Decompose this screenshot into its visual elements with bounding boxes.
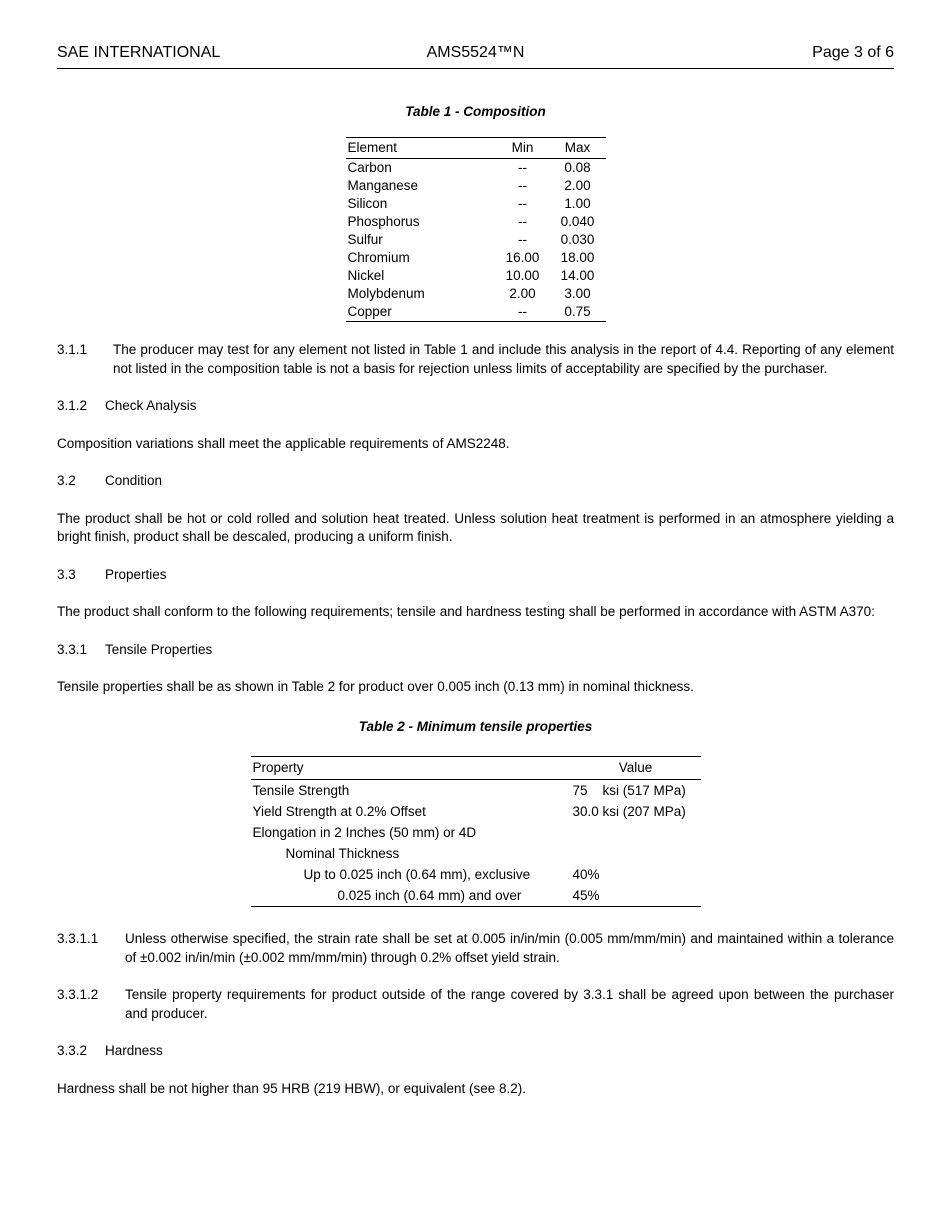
header-page-number: Page 3 of 6	[812, 44, 894, 61]
element-name: Copper	[347, 304, 392, 319]
element-max: 0.75	[564, 304, 591, 319]
element-name: Molybdenum	[347, 286, 425, 301]
element-max: 2.00	[564, 178, 591, 193]
table-row	[251, 822, 701, 843]
section-3-3-heading	[57, 566, 894, 585]
element-min: --	[518, 178, 527, 193]
property-value: 30.0 ksi (207 MPa)	[572, 804, 686, 819]
element-max: 0.030	[560, 232, 595, 247]
table1-col-max: Max	[564, 140, 591, 155]
section-heading: Check Analysis	[105, 398, 197, 413]
element-max: 18.00	[560, 250, 595, 265]
table-row	[346, 195, 606, 213]
element-name: Carbon	[347, 160, 392, 175]
table2-title: Table 2 - Minimum tensile properties	[358, 718, 593, 734]
section-heading: Tensile Properties	[105, 641, 213, 657]
table-row	[346, 213, 606, 231]
section-number: 3.3.2	[57, 1043, 88, 1058]
element-name: Nickel	[347, 268, 385, 283]
table2-col-value: Value	[618, 760, 653, 775]
property-name: Yield Strength at 0.2% Offset	[252, 804, 426, 819]
table1-composition	[346, 137, 606, 322]
element-name: Chromium	[347, 250, 410, 265]
section-text: Tensile property requirements for product outside of the range covered by 3.3.1 shall be agreed upon between the purchaser and producer.	[125, 987, 894, 1021]
property-value: 75 ksi (517 MPa)	[572, 783, 686, 798]
element-max: 3.00	[564, 286, 591, 301]
table-row	[251, 843, 701, 864]
table1-title: Table 1 - Composition	[405, 103, 546, 119]
section-3-3-1-1	[57, 930, 894, 967]
table-row	[346, 177, 606, 195]
property-name: Nominal Thickness	[285, 846, 400, 861]
element-max: 0.040	[560, 214, 595, 229]
section-number: 3.3.1	[57, 641, 88, 657]
property-value: 45%	[572, 888, 600, 903]
property-name: Tensile Strength	[252, 783, 350, 798]
element-name: Silicon	[347, 196, 388, 211]
section-3-2-heading	[57, 472, 894, 491]
element-min: 10.00	[505, 268, 540, 283]
table2-header-row	[251, 757, 701, 780]
paragraph: Composition variations shall meet the applicable requirements of AMS2248.	[57, 435, 510, 451]
table-row	[346, 159, 606, 178]
page-header	[57, 44, 894, 69]
table1-col-min: Min	[511, 140, 534, 155]
element-min: 2.00	[509, 286, 536, 301]
element-min: 16.00	[505, 250, 540, 265]
section-heading: Properties	[105, 566, 167, 582]
section-text: Unless otherwise specified, the strain rate shall be set at 0.005 in/in/min (0.005 mm/mm/min) and maintained within a tolerance of ±0.002 in/in/min (±0.002 mm/mm/min) through 0.2% offset yield strain.	[125, 931, 894, 965]
element-max: 14.00	[560, 268, 595, 283]
element-name: Manganese	[347, 178, 419, 193]
element-name: Sulfur	[347, 232, 383, 247]
section-heading: Condition	[105, 473, 163, 488]
element-min: --	[518, 196, 527, 211]
paragraph: Tensile properties shall be as shown in Table 2 for product over 0.005 inch (0.13 mm) in nominal thickness.	[57, 679, 694, 694]
section-3-3-1-2	[57, 986, 894, 1023]
table-row	[346, 303, 606, 322]
table1-col-element: Element	[347, 140, 398, 155]
section-number: 3.3.1.1	[57, 931, 99, 946]
table2-col-property: Property	[252, 760, 304, 775]
section-number: 3.3	[57, 566, 76, 582]
property-value	[571, 822, 701, 843]
property-name: Elongation in 2 Inches (50 mm) or 4D	[252, 825, 477, 840]
property-value: 40%	[572, 867, 600, 882]
header-organization: SAE INTERNATIONAL	[57, 44, 221, 61]
header-doc-number: AMS5524™N	[426, 44, 525, 61]
element-name: Phosphorus	[347, 214, 420, 229]
paragraph: The product shall conform to the following requirements; tensile and hardness testing shall be performed in accordance with ASTM A370:	[57, 604, 875, 619]
element-min: --	[518, 232, 527, 247]
table-row	[251, 885, 701, 907]
section-3-3-1-heading	[57, 641, 894, 660]
property-name: 0.025 inch (0.64 mm) and over	[337, 888, 522, 903]
property-value	[571, 843, 701, 864]
section-3-3-2-heading	[57, 1042, 894, 1061]
table-row	[346, 231, 606, 249]
table-row	[346, 267, 606, 285]
table-row	[346, 285, 606, 303]
section-text: The producer may test for any element not listed in Table 1 and include this analysis in the report of 4.4. Reporting of any element not listed in the composition table is not a basis for rejection unless limits of acceptability are specified by the purchaser.	[113, 342, 894, 376]
section-number: 3.1.2	[57, 398, 88, 413]
table-row	[251, 864, 701, 885]
element-max: 1.00	[564, 196, 591, 211]
section-number: 3.3.1.2	[57, 987, 99, 1002]
table-row	[251, 801, 701, 822]
section-number: 3.2	[57, 473, 76, 488]
section-heading: Hardness	[105, 1043, 163, 1058]
section-number: 3.1.1	[57, 342, 88, 357]
property-name: Up to 0.025 inch (0.64 mm), exclusive	[303, 867, 531, 882]
table2-tensile-properties	[251, 756, 701, 907]
element-min: --	[518, 214, 527, 229]
table1-header-row	[346, 138, 606, 159]
element-min: --	[518, 160, 527, 175]
element-min: --	[518, 304, 527, 319]
table-row	[346, 249, 606, 267]
paragraph: The product shall be hot or cold rolled and solution heat treated. Unless solution heat treatment is performed in an atmosphere yielding a bright finish, product shall be descaled, producing a uniform finish.	[57, 510, 894, 544]
section-3-1-1	[57, 341, 894, 378]
element-max: 0.08	[564, 160, 591, 175]
paragraph: Hardness shall be not higher than 95 HRB (219 HBW), or equivalent (see 8.2).	[57, 1080, 526, 1096]
section-3-1-2-heading	[57, 397, 894, 416]
table-row	[251, 780, 701, 802]
